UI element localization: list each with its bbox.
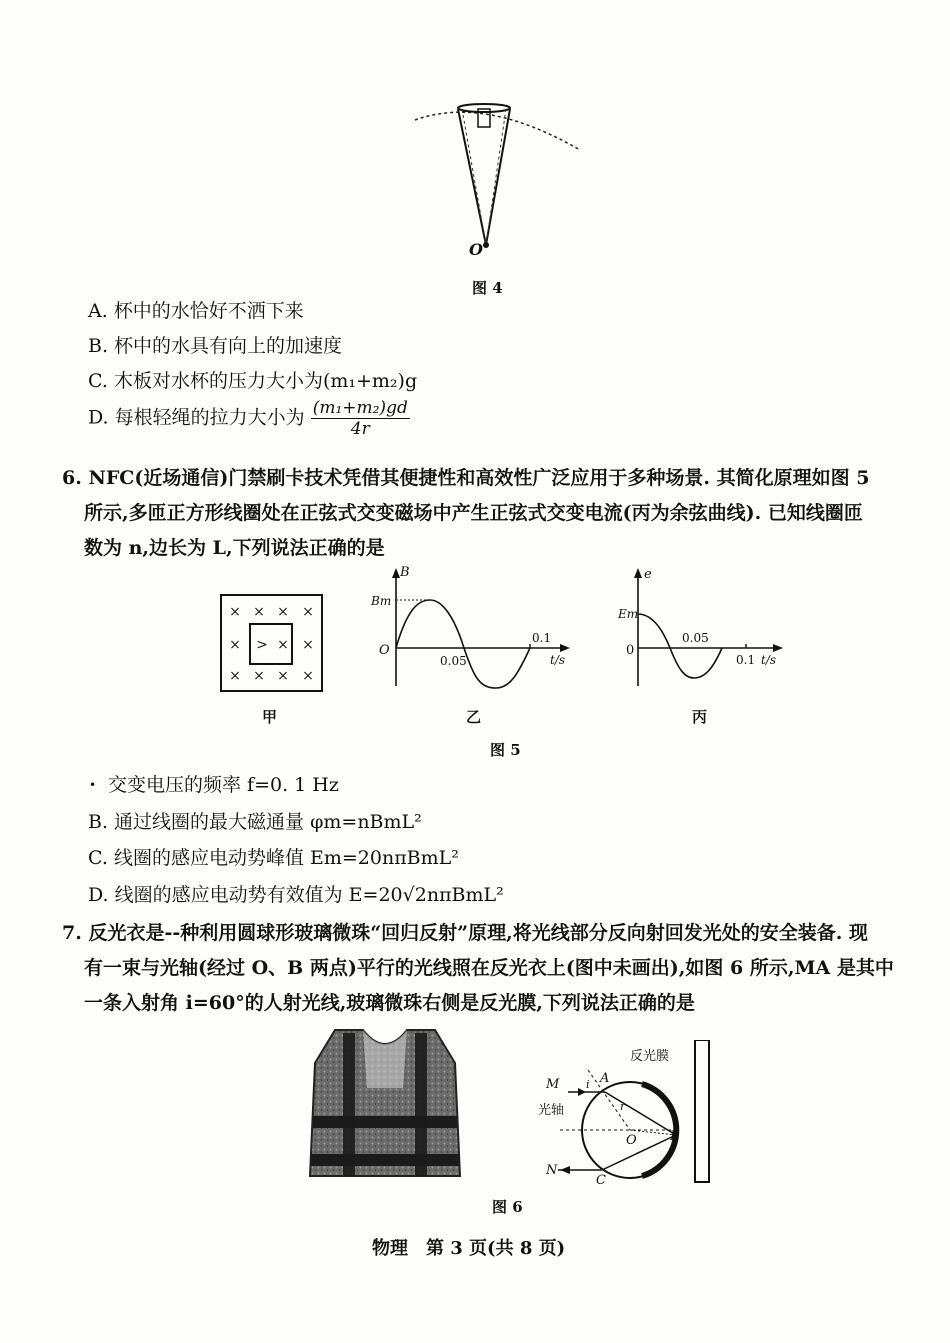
svg-text:×: × (302, 668, 314, 684)
reflective-vest-image (305, 1028, 465, 1178)
fig4-caption: 图 4 (472, 279, 503, 297)
graph-yi-tick-1: 0.05 (440, 654, 467, 668)
graph-bing-tick-2: 0.1 (736, 653, 756, 667)
graph-yi-tick-2: 0.1 (532, 631, 552, 645)
svg-text:×: × (229, 668, 241, 684)
fig6-label-axis: 光轴 (538, 1103, 565, 1118)
q7-stem-line-1: 7. 反光衣是--种利用圆球形玻璃微珠“回归反射”原理,将光线部分反向射回发光处的安全装备. 现 (62, 922, 868, 944)
q6-option-c: C. 线圈的感应电动势峰值 Em=20nπBmL² (88, 847, 459, 869)
q6-option-b: B. 通过线圈的最大磁通量 φm=nBmL² (88, 811, 422, 833)
q6-stem-line-3: 数为 n,边长为 L,下列说法正确的是 (84, 537, 385, 559)
q5-option-b: B. 杯中的水具有向上的加速度 (88, 335, 343, 357)
fig6-label-b: B (670, 1129, 680, 1144)
svg-text:×: × (229, 637, 241, 653)
q5-option-d (88, 398, 410, 439)
fig6-label-c: C (596, 1173, 606, 1185)
q5-option-c: C. 木板对水杯的压力大小为(m₁+m₂)g (88, 370, 418, 392)
fig6-label-n: N (546, 1163, 558, 1178)
figure-4-diagram (410, 95, 590, 265)
graph-bing-origin: 0 (626, 643, 635, 658)
svg-text:>: > (256, 637, 268, 653)
graph-bing-y-label: e (644, 567, 652, 582)
graph-yi-y-max: Bm (371, 594, 392, 608)
q5-option-a: A. 杯中的水恰好不洒下来 (88, 300, 304, 322)
page-footer: 物理 第 3 页(共 8 页) (372, 1238, 566, 1259)
q6-option-a: 交变电压的频率 f=0. 1 Hz (108, 774, 339, 796)
svg-text:×: × (302, 604, 314, 620)
svg-text:×: × (277, 637, 289, 653)
fig6-label-r: r (620, 1100, 626, 1113)
figure-6-optics-diagram (530, 1040, 730, 1185)
fig6-caption: 图 6 (492, 1198, 523, 1216)
fig6-label-m: M (546, 1077, 560, 1092)
graph-bing-tick-1: 0.05 (682, 631, 709, 645)
figure-5-coil-diagram (220, 594, 324, 694)
graph-yi-origin: O (379, 643, 390, 658)
svg-text:×: × (277, 668, 289, 684)
graph-yi-x-label: t/s (550, 653, 566, 667)
fig5-label-yi: 乙 (466, 708, 482, 726)
q5-option-d-fraction (311, 398, 410, 439)
svg-text:×: × (253, 604, 265, 620)
fig4-label-o: O (469, 240, 483, 259)
q6-stem-line-2: 所示,多匝正方形线圈处在正弦式交变磁场中产生正弦式交变电流(丙为余弦曲线). 已知线圈匝 (84, 502, 863, 524)
figure-5-e-graph (618, 566, 788, 691)
q5-option-d-text: D. 每根轻绳的拉力大小为 (88, 406, 305, 429)
fig6-label-o: O (626, 1133, 637, 1148)
fig6-label-a: A (600, 1071, 610, 1086)
graph-bing-y-max: Em (618, 607, 639, 621)
fraction-denominator: 4r (350, 419, 370, 439)
svg-text:×: × (277, 604, 289, 620)
q7-stem-line-2: 有一束与光轴(经过 O、B 两点)平行的光线照在反光衣上(图中未画出),如图 6 所示,MA 是其中 (84, 957, 894, 979)
q6-stem-line-1: 6. NFC(近场通信)门禁刷卡技术凭借其便捷性和高效性广泛应用于多种场景. 其简化原理如图 5 (62, 467, 870, 489)
svg-text:×: × (302, 637, 314, 653)
bullet-dot-icon: • (89, 778, 97, 792)
fig5-label-jia: 甲 (262, 708, 278, 726)
fig5-label-bing: 丙 (692, 708, 708, 726)
fraction-numerator: (m₁+m₂)gd (312, 398, 408, 418)
q7-stem-line-3: 一条入射角 i=60°的人射光线,玻璃微珠右侧是反光膜,下列说法正确的是 (84, 992, 695, 1014)
svg-text:×: × (253, 668, 265, 684)
fig6-label-film: 反光膜 (630, 1049, 670, 1064)
fig5-caption: 图 5 (490, 741, 521, 759)
q6-option-d: D. 线圈的感应电动势有效值为 E=20√2nπBmL² (88, 884, 504, 906)
graph-bing-x-label: t/s (761, 653, 777, 667)
svg-text:×: × (229, 604, 241, 620)
fig6-label-i: i (586, 1078, 590, 1091)
graph-yi-y-label: B (400, 566, 410, 580)
figure-5-b-graph (368, 566, 578, 691)
